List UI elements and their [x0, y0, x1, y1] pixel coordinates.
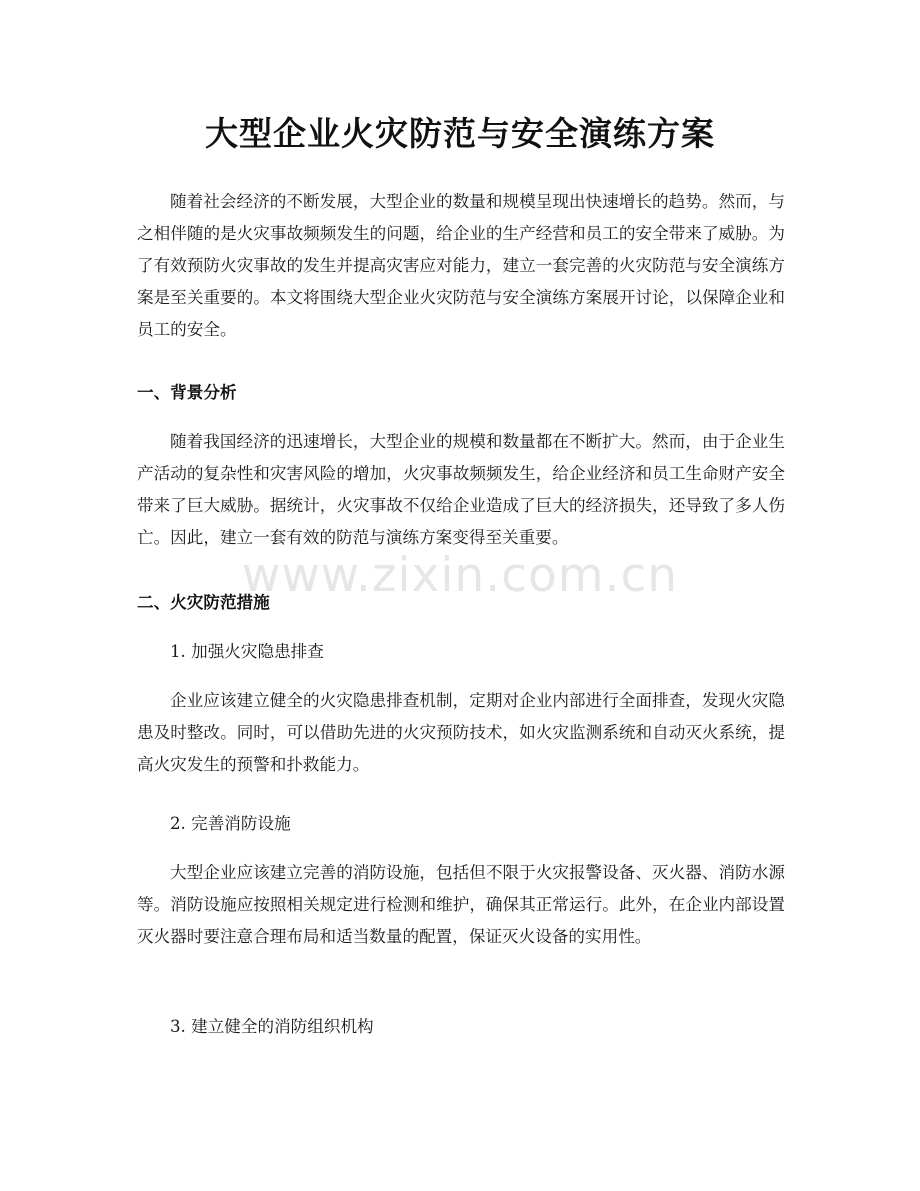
watermark: www.zixin.com.cn	[241, 548, 679, 603]
document-title: 大型企业火灾防范与安全演练方案	[205, 114, 715, 153]
subheading-fire-organization: 3. 建立健全的消防组织机构	[170, 1017, 374, 1036]
hazard-inspection-paragraph: 企业应该建立健全的火灾隐患排查机制，定期对企业内部进行全面排查，发现火灾隐患及时整改。同时，可以借助先进的火灾预防技术，如火灾监测系统和自动灭火系统，提高火灾发生的预警和扑救能力。	[137, 691, 785, 774]
subheading-fire-facilities: 2. 完善消防设施	[170, 814, 291, 833]
section-heading-background: 一、背景分析	[137, 383, 237, 402]
background-paragraph: 随着我国经济的迅速增长，大型企业的规模和数量都在不断扩大。然而，由于企业生产活动的复杂性和灾害风险的增加，火灾事故频频发生，给企业经济和员工生命财产安全带来了巨大威胁。据统计，火灾事故不仅给企业造成了巨大的经济损失，还导致了多人伤亡。因此，建立一套有效的防范与演练方案变得至关重要。	[137, 432, 785, 547]
section-heading-fire-prevention: 二、火灾防范措施	[137, 593, 270, 612]
fire-facilities-paragraph: 大型企业应该建立完善的消防设施，包括但不限于火灾报警设备、灭火器、消防水源等。消防设施应按照相关规定进行检测和维护，确保其正常运行。此外，在企业内部设置灭火器时要注意合理布局和适当数量的配置，保证灭火设备的实用性。	[137, 863, 785, 946]
intro-paragraph: 随着社会经济的不断发展，大型企业的数量和规模呈现出快速增长的趋势。然而，与之相伴随的是火灾事故频频发生的问题，给企业的生产经营和员工的安全带来了威胁。为了有效预防火灾事故的发生并提高灾害应对能力，建立一套完善的火灾防范与安全演练方案是至关重要的。本文将围绕大型企业火灾防范与安全演练方案展开讨论，以保障企业和员工的安全。	[137, 192, 785, 339]
subheading-hazard-inspection: 1. 加强火灾隐患排查	[170, 642, 324, 661]
